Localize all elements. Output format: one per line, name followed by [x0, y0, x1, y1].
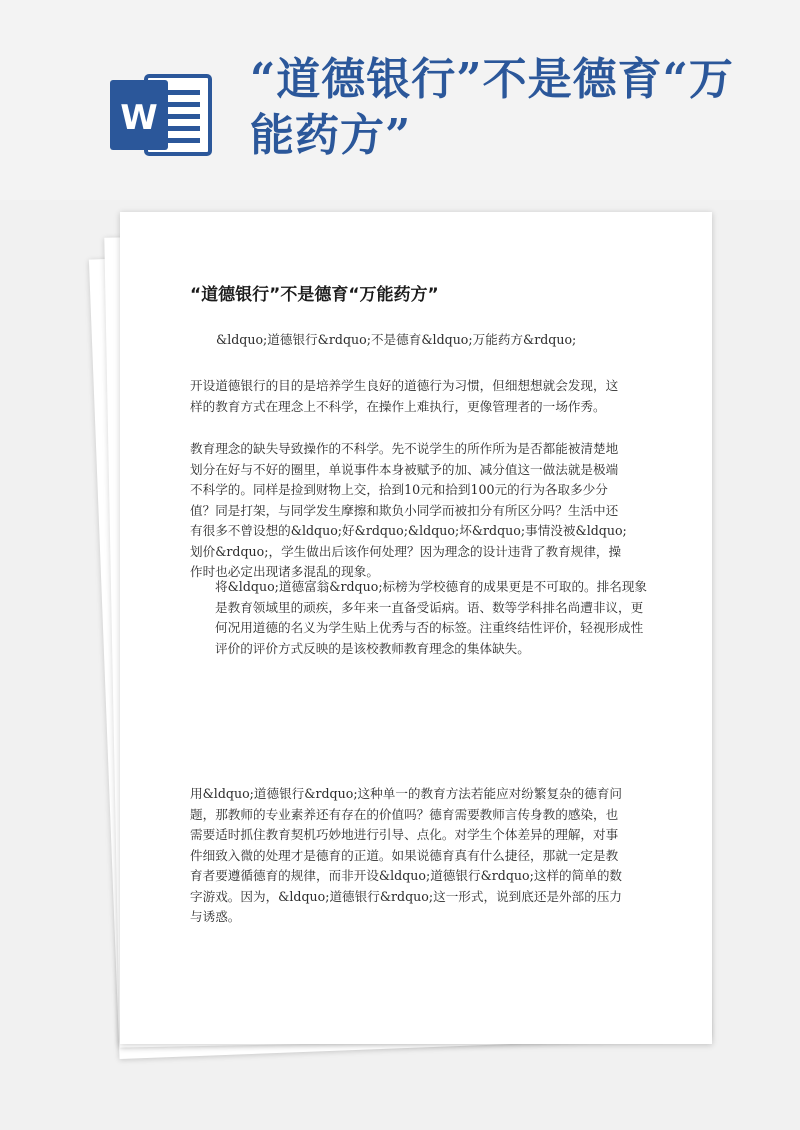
banner-title: “道德银行”不是德育“万能药方”: [250, 54, 734, 161]
paragraph-1: 开设道德银行的目的是培养学生良好的道德行为习惯，但细想想就会发现，这样的教育方式在理念上不科学，在操作上难执行，更像管理者的一场作秀。: [190, 378, 619, 414]
header-banner: [0, 0, 800, 200]
subtitle-paragraph: &ldquo;道德银行&rdquo;不是德育&ldquo;万能药方&rdquo;: [216, 332, 577, 347]
svg-text:W: W: [120, 98, 158, 138]
paragraph-3: 将&ldquo;道德富翁&rdquo;标榜为学校德育的成果更是不可取的。排名现象是教育领域里的顽疾，多年来一直备受诟病。语、数等学科排名尚遭非议，更何况用道德的名义为学生贴上优秀与否的标签。注重终结性评价，轻视形成性评价的评价方式反映的是该校教师教育理念的集体缺失。: [215, 579, 648, 656]
document-title: “道德银行”不是德育“万能药方”: [190, 285, 439, 305]
paragraph-2: 教育理念的缺失导致操作的不科学。先不说学生的所作所为是否都能被清楚地划分在好与不好的圈里，单说事件本身被赋予的加、减分值这一做法就是极端不科学的。同样是捡到财物上交，拾到10元和拾到100元的行为各取多少分值？同是打架，与同学发生摩擦和欺负小同学而被扣分有所区分吗？生活中还有很多不曾设想的&ldquo;好&rdquo;&ldquo;坏&rdquo;事情没被&ldquo;划价&rdquo;，学生做出后该作何处理？因为理念的设计违背了教育规律，操作时也必定出现诸多混乱的现象。: [190, 441, 627, 579]
word-document-icon: [108, 70, 218, 160]
document-page: [120, 212, 712, 1044]
paragraph-4: 用&ldquo;道德银行&rdquo;这种单一的教育方法若能应对纷繁复杂的德育问题，那教师的专业素养还有存在的价值吗？德育需要教师言传身教的感染，也需要适时抓住教育契机巧妙地进行引导、点化。对学生个体差异的理解，对事件细致入微的处理才是德育的正道。如果说德育真有什么捷径，那就一定是教育者要遵循德育的规律，而非开设&ldquo;道德银行&rdquo;这样的简单的数字游戏。因为，&ldquo;道德银行&rdquo;这一形式，说到底还是外部的压力与诱惑。: [190, 786, 623, 924]
